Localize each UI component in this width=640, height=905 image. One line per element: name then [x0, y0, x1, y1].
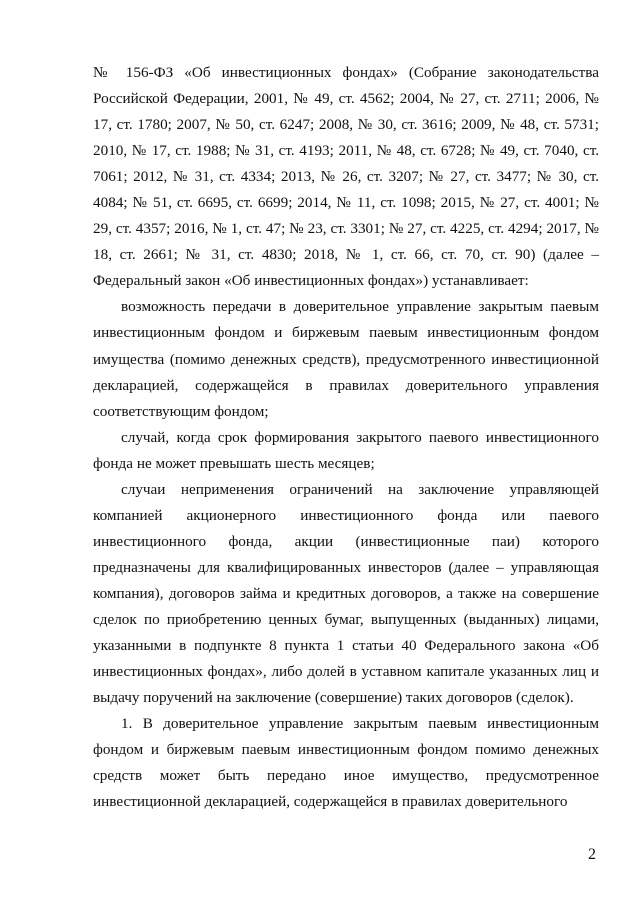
paragraph-law-citation: № 156-ФЗ «Об инвестиционных фондах» (Собрание законодательства Российской Федерации, 2001, № 49, ст. 4562; 2004, № 27, ст. 2711; 2006, № 17, ст. 1780; 2007, № 50, ст. 6247; 2008, № 30, ст. 3616; 2009, № 48, ст. 5731; 2010, № 17, ст. 1988; № 31, ст. 4193; 2011, № 48, ст. 6728; № 49, ст. 7040, ст. 7061; 2012, № 31, ст. 4334; 2013, № 26, ст. 3207; № 27, ст. 3477; № 30, ст. 4084; № 51, ст. 6695, ст. 6699; 2014, № 11, ст. 1098; 2015, № 27, ст. 4001; № 29, ст. 4357; 2016, № 1, ст. 47; № 23, ст. 3301; № 27, ст. 4225, ст. 4294; 2017, № 18, ст. 2661; № 31, ст. 4830; 2018, № 1, ст. 66, ст. 70, ст. 90) (далее – Федеральный закон «Об инвестиционных фондах») устанавливает:: [93, 64, 599, 290]
page-number: 2: [588, 846, 596, 863]
paragraph-transfer-possibility: возможность передачи в доверительное управление закрытым паевым инвестиционным фондом и биржевым паевым инвестиционным фондом имущества (помимо денежных средств), предусмотренного инвестиционной декларацией, содержащейся в правилах доверительного управления соответствующим фондом;: [93, 298, 599, 420]
document-body: [93, 60, 599, 815]
paragraph-restriction-exceptions: случаи неприменения ограничений на заключение управляющей компанией акционерного инвестиционного фонда или паевого инвестиционного фонда, акции (инвестиционные паи) которого предназначены для квалифицированных инвесторов (далее – управляющая компания), договоров займа и кредитных договоров, а также на совершение сделок по приобретению ценных бумаг, выпущенных (выданных) лицами, указанными в подпункте 8 пункта 1 статьи 40 Федерального закона «Об инвестиционных фондах», либо долей в уставном капитале указанных лиц и выдачу поручений на заключение (совершение) таких договоров (сделок).: [93, 480, 599, 707]
paragraph-formation-period: случай, когда срок формирования закрытого паевого инвестиционного фонда не может превышать шесть месяцев;: [93, 428, 599, 472]
paragraph-section-1: 1. В доверительное управление закрытым паевым инвестиционным фондом и биржевым паевым инвестиционным фондом помимо денежных средств может быть передано иное имущество, предусмотренное инвестиционной декларацией, содержащейся в правилах доверительного: [93, 715, 599, 811]
